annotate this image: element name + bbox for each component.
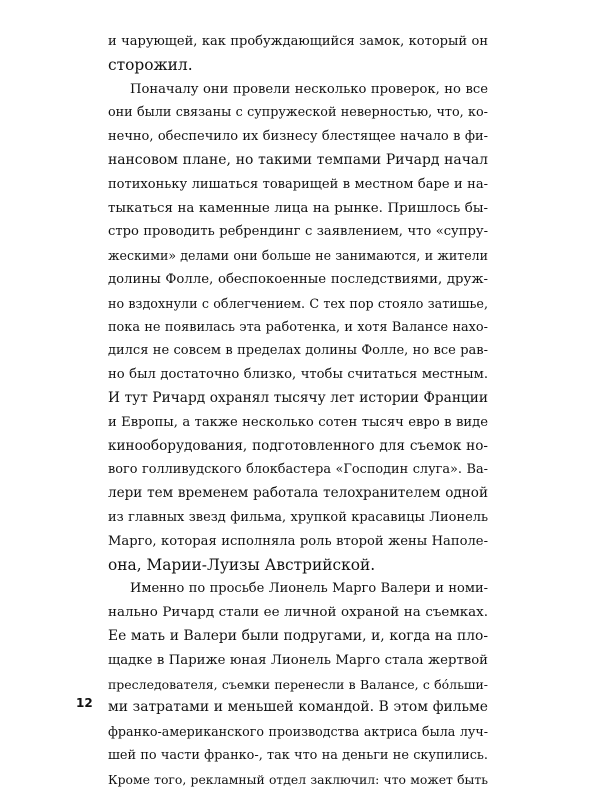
- text-line: франко-американского производства актриса была луч-: [108, 724, 488, 740]
- text-line: стро проводить ребрендинг с заявлением, что «супру-: [108, 224, 488, 240]
- text-line: вого голливудского блокбастера «Господин слуга». Ва-: [108, 462, 488, 478]
- text-line: нечно, обеспечило их бизнесу блестящее начало в фи-: [108, 129, 488, 145]
- body-text: [108, 30, 488, 792]
- text-line: дился не совсем в пределах долины Фолле, но все рав-: [108, 343, 488, 359]
- text-line: Кроме того, рекламный отдел заключил: что может быть: [108, 771, 488, 787]
- text-line: нансовом плане, но такими темпами Ричард начал: [108, 151, 488, 168]
- text-line: они были связаны с супружеской неверностью, что, ко-: [108, 105, 488, 121]
- text-line: кинооборудования, подготовленного для съемок но-: [108, 437, 488, 454]
- text-line: лери тем временем работала телохранителем одной: [108, 485, 488, 502]
- page-number: 12: [76, 696, 93, 710]
- text-line: преследователя, съемки перенесли в Валансе, с бóльши-: [108, 676, 488, 692]
- text-line: тыкаться на каменные лица на рынке. Пришлось бы-: [108, 200, 488, 216]
- text-line: и чарующей, как пробуждающийся замок, который он: [108, 34, 488, 49]
- text-line: но вздохнули с облегчением. С тех пор стояло затишье,: [108, 295, 488, 311]
- text-line: нально Ричард стали ее личной охраной на съемках.: [108, 605, 488, 621]
- text-line: ми затратами и меньшей командой. В этом фильме: [108, 699, 488, 716]
- text-line: щадке в Париже юная Лионель Марго стала жертвой: [108, 652, 488, 668]
- text-line: Марго, которая исполняла роль второй жены Наполе-: [108, 533, 488, 549]
- text-line: долины Фолле, обеспокоенные последствиями, друж-: [108, 271, 488, 287]
- paragraph-first-line: Именно по просьбе Лионель Марго Валери и номи-: [130, 581, 488, 597]
- text-line: из главных звезд фильма, хрупкой красавицы Лионель: [108, 509, 488, 525]
- text-line: сторожил.: [108, 55, 193, 74]
- text-line: шей по части франко-, так что на деньги не скупились.: [108, 747, 488, 763]
- text-line: пока не появилась эта работенка, и хотя Валансе нахо-: [108, 319, 488, 335]
- text-line: но был достаточно близко, чтобы считаться местным.: [108, 367, 488, 383]
- text-line: И тут Ричард охранял тысячу лет истории Франции: [108, 389, 488, 406]
- text-line: Ее мать и Валери были подругами, и, когда на пло-: [108, 627, 488, 644]
- paragraph-first-line: Поначалу они провели несколько проверок, но все: [130, 81, 488, 97]
- text-line: и Европы, а также несколько сотен тысяч евро в виде: [108, 414, 488, 430]
- text-line: жескими» делами они больше не занимаются, и жители: [108, 248, 488, 264]
- text-line: потихоньку лишаться товарищей в местном баре и на-: [108, 176, 488, 192]
- text-line: она, Марии-Луизы Австрийской.: [108, 555, 376, 574]
